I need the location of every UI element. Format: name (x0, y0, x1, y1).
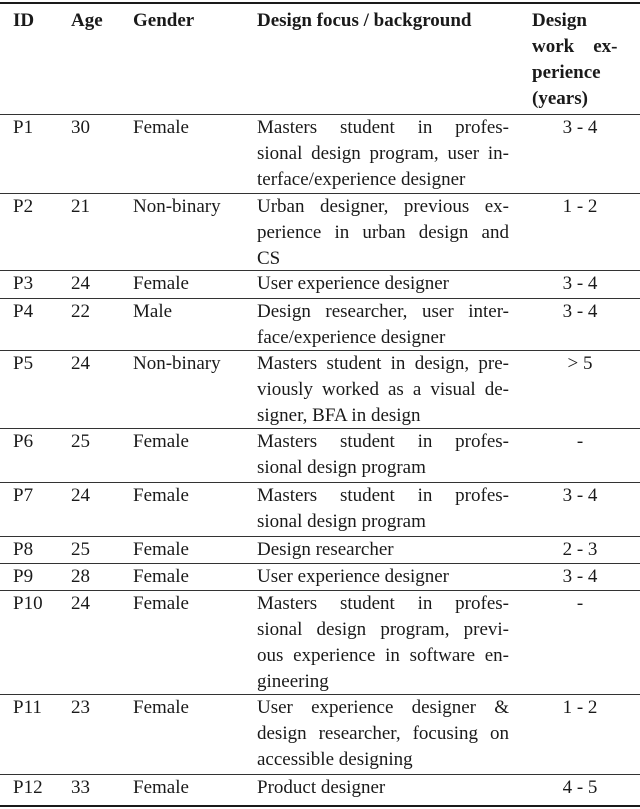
cell-gender: Female (133, 566, 189, 587)
cell-focus (257, 695, 509, 773)
cell-experience: 1 - 2 (562, 196, 598, 217)
cell-experience: - (576, 431, 584, 452)
cell-id: P12 (13, 777, 43, 798)
focus-line: Urban designer, previous ex- (257, 196, 509, 217)
focus-line: Design researcher (257, 539, 394, 560)
focus-line: accessible designing (257, 749, 413, 770)
cell-focus (257, 537, 509, 563)
cell-focus (257, 775, 509, 801)
focus-line: terface/experience designer (257, 169, 466, 190)
focus-line: sional design program, user in- (257, 143, 509, 164)
focus-line: CS (257, 248, 281, 269)
cell-age: 24 (71, 353, 90, 374)
cell-experience: 3 - 4 (562, 566, 598, 587)
cell-age: 25 (71, 431, 90, 452)
cell-experience: 3 - 4 (562, 301, 598, 322)
cell-experience: - (576, 593, 584, 614)
focus-line: Masters student in profes- (257, 485, 509, 506)
cell-experience: 3 - 4 (562, 485, 598, 506)
focus-line: design researcher, focusing on (257, 723, 509, 744)
cell-focus (257, 591, 509, 695)
header-id: ID (13, 10, 35, 31)
header-experience (532, 8, 616, 112)
cell-experience: 3 - 4 (562, 273, 598, 294)
cell-id: P5 (13, 353, 34, 374)
focus-line: face/experience designer (257, 327, 446, 348)
cell-age: 33 (71, 777, 90, 798)
focus-line: sional design program (257, 511, 426, 532)
cell-id: P2 (13, 196, 34, 217)
focus-line: Masters student in profes- (257, 117, 509, 138)
cell-experience: 2 - 3 (562, 539, 598, 560)
cell-age: 21 (71, 196, 90, 217)
header-exp-line: (years) (532, 88, 588, 109)
header-exp-line: work ex- (532, 36, 618, 57)
cell-id: P10 (13, 593, 43, 614)
cell-gender: Female (133, 697, 189, 718)
header-gender: Gender (133, 10, 195, 31)
focus-line: perience in urban design and (257, 222, 509, 243)
cell-age: 24 (71, 593, 90, 614)
cell-age: 24 (71, 485, 90, 506)
focus-line: User experience designer (257, 273, 450, 294)
cell-experience: 3 - 4 (562, 117, 598, 138)
cell-gender: Male (133, 301, 173, 322)
bottom-rule (0, 805, 640, 807)
cell-experience: > 5 (567, 353, 593, 374)
cell-id: P6 (13, 431, 34, 452)
header-exp-line: perience (532, 62, 601, 83)
cell-id: P3 (13, 273, 34, 294)
focus-line: User experience designer (257, 566, 450, 587)
focus-line: User experience designer & (257, 697, 509, 718)
cell-gender: Female (133, 485, 189, 506)
focus-line: Design researcher, user inter- (257, 301, 509, 322)
header-exp-line: Design (532, 10, 587, 31)
cell-id: P7 (13, 485, 34, 506)
focus-line: ous experience in software en- (257, 645, 509, 666)
cell-age: 22 (71, 301, 90, 322)
cell-age: 25 (71, 539, 90, 560)
cell-focus (257, 564, 509, 590)
header-age: Age (71, 10, 103, 31)
focus-line: Masters student in profes- (257, 593, 509, 614)
cell-id: P1 (13, 117, 34, 138)
cell-focus (257, 483, 509, 535)
cell-id: P4 (13, 301, 34, 322)
focus-line: gineering (257, 671, 329, 692)
cell-id: P9 (13, 566, 34, 587)
cell-gender: Non-binary (133, 353, 221, 374)
cell-gender: Female (133, 273, 189, 294)
cell-focus (257, 115, 509, 193)
focus-line: signer, BFA in design (257, 405, 421, 426)
focus-line: Masters student in profes- (257, 431, 509, 452)
cell-experience: 1 - 2 (562, 697, 598, 718)
cell-age: 30 (71, 117, 90, 138)
cell-age: 28 (71, 566, 90, 587)
header-focus: Design focus / background (257, 10, 472, 31)
cell-experience: 4 - 5 (562, 777, 598, 798)
focus-line: Product designer (257, 777, 386, 798)
focus-line: viously worked as a visual de- (257, 379, 509, 400)
cell-gender: Non-binary (133, 196, 221, 217)
cell-gender: Female (133, 593, 189, 614)
cell-focus (257, 429, 509, 481)
cell-age: 24 (71, 273, 90, 294)
focus-line: sional design program, previ- (257, 619, 509, 640)
cell-focus (257, 271, 509, 297)
cell-gender: Female (133, 431, 189, 452)
cell-id: P11 (13, 697, 42, 718)
focus-line: sional design program (257, 457, 426, 478)
cell-focus (257, 351, 509, 429)
cell-gender: Female (133, 539, 189, 560)
cell-age: 23 (71, 697, 90, 718)
cell-gender: Female (133, 777, 189, 798)
cell-focus (257, 299, 509, 351)
focus-line: Masters student in design, pre- (257, 353, 509, 374)
cell-focus (257, 194, 509, 272)
cell-id: P8 (13, 539, 34, 560)
top-rule (0, 2, 640, 4)
cell-gender: Female (133, 117, 189, 138)
